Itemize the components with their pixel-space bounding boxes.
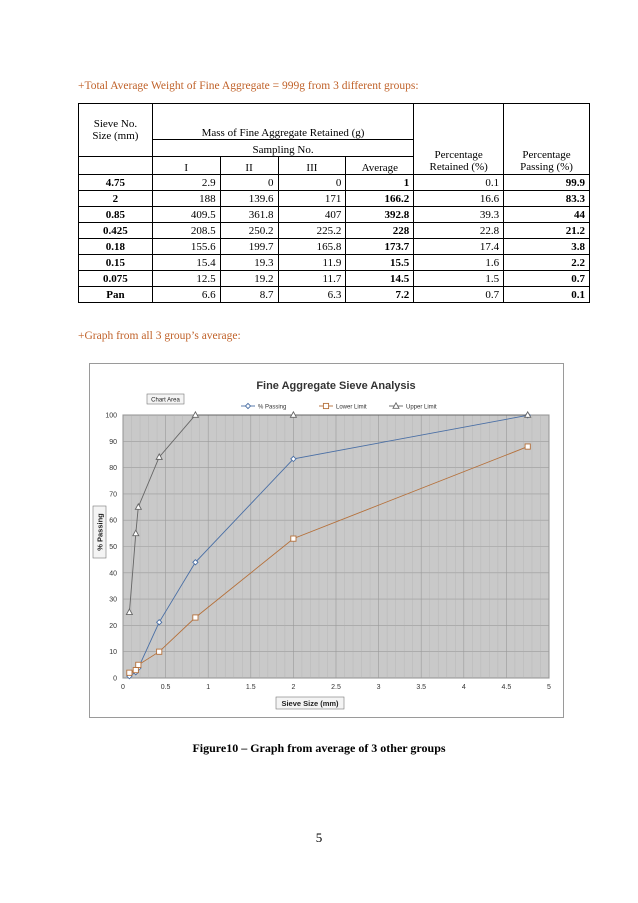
table-cell: 83.3 <box>504 191 590 207</box>
table-cell: 171 <box>278 191 346 207</box>
y-tick-label: 0 <box>113 675 117 683</box>
table-cell: 2.9 <box>152 175 220 191</box>
table-row <box>79 239 590 255</box>
sieve-size-cell: Pan <box>79 287 153 303</box>
table-cell: 17.4 <box>414 239 504 255</box>
table-cell: 19.2 <box>220 271 278 287</box>
table-cell: 1.5 <box>414 271 504 287</box>
table-cell: 407 <box>278 207 346 223</box>
heading-graph: +Graph from all 3 group’s average: <box>78 330 241 342</box>
header-percentage-passing: Percentage Passing (%) <box>504 104 590 175</box>
table-cell: 165.8 <box>278 239 346 255</box>
header-mass-retained: Mass of Fine Aggregate Retained (g) <box>152 104 413 140</box>
table-cell: 22.8 <box>414 223 504 239</box>
x-tick-label: 0 <box>121 684 125 691</box>
y-tick-label: 60 <box>109 517 117 525</box>
y-tick-label: 20 <box>109 622 117 630</box>
x-tick-label: 1 <box>206 684 211 691</box>
header-sample-2: II <box>220 157 278 175</box>
x-tick-label: 1.5 <box>245 684 256 691</box>
table-cell: 0.7 <box>504 271 590 287</box>
y-tick-label: 10 <box>109 649 117 657</box>
table-cell: 15.5 <box>346 255 414 271</box>
table-cell: 409.5 <box>152 207 220 223</box>
header-sampling-no: Sampling No. <box>152 140 413 157</box>
table-cell: 0 <box>278 175 346 191</box>
table-cell: 11.7 <box>278 271 346 287</box>
table-cell: 1 <box>346 175 414 191</box>
page-number: 5 <box>315 830 323 845</box>
data-point-lower-limit <box>291 536 296 541</box>
table-cell: 21.2 <box>504 223 590 239</box>
table-cell: 8.7 <box>220 287 278 303</box>
sieve-size-cell: 0.18 <box>79 239 153 255</box>
sieve-analysis-chart <box>89 363 564 718</box>
data-point-lower-limit <box>127 670 132 675</box>
sieve-size-cell: 0.15 <box>79 255 153 271</box>
data-point-lower-limit <box>157 649 162 654</box>
table-cell: 7.2 <box>346 287 414 303</box>
table-cell: 0 <box>220 175 278 191</box>
data-point-lower-limit <box>133 668 138 673</box>
table-cell: 16.6 <box>414 191 504 207</box>
x-tick-label: 2.5 <box>331 684 341 691</box>
data-point-lower-limit <box>136 662 141 667</box>
sieve-size-cell: 4.75 <box>79 175 153 191</box>
table-cell: 0.7 <box>414 287 504 303</box>
y-tick-label: 50 <box>109 544 117 551</box>
x-tick-label: 4.5 <box>501 684 512 691</box>
header-sieve-size: Sieve No. Size (mm) <box>79 104 153 157</box>
table-cell: 1.6 <box>414 255 504 271</box>
table-row <box>79 271 590 287</box>
table-cell: 250.2 <box>220 223 278 239</box>
y-tick-label: 40 <box>109 570 117 578</box>
y-tick-label: 100 <box>105 412 117 420</box>
y-tick-label: 80 <box>109 465 117 473</box>
table-row <box>79 191 590 207</box>
y-tick-label: 30 <box>109 596 117 604</box>
table-cell: 19.3 <box>220 255 278 271</box>
table-cell: 139.6 <box>220 191 278 207</box>
table-cell: 155.6 <box>152 239 220 255</box>
table-cell: 15.4 <box>152 255 220 271</box>
header-percentage-retained: Percentage Retained (%) <box>414 104 504 175</box>
table-cell: 228 <box>346 223 414 239</box>
chart-title: Fine Aggregate Sieve Analysis <box>256 380 416 392</box>
figure-caption: Figure10 – Graph from average of 3 other groups <box>192 741 446 755</box>
legend-marker <box>323 403 328 408</box>
x-tick-label: 3.5 <box>416 684 427 691</box>
chart-area-label: Chart Area <box>151 397 180 404</box>
table-row <box>79 207 590 223</box>
table-cell: 0.1 <box>504 287 590 303</box>
table-cell: 6.6 <box>152 287 220 303</box>
data-point-lower-limit <box>193 615 198 620</box>
x-tick-label: 2 <box>291 684 296 691</box>
table-cell: 3.8 <box>504 239 590 255</box>
table-cell: 11.9 <box>278 255 346 271</box>
sieve-size-cell: 2 <box>79 191 153 207</box>
chart-svg <box>89 363 564 718</box>
table-cell: 2.2 <box>504 255 590 271</box>
table-cell: 14.5 <box>346 271 414 287</box>
table-cell: 188 <box>152 191 220 207</box>
y-axis-title: % Passing <box>95 513 105 551</box>
legend-label: Upper Limit <box>406 404 437 411</box>
table-cell: 199.7 <box>220 239 278 255</box>
sieve-size-cell: 0.85 <box>79 207 153 223</box>
x-axis-title: Sieve Size (mm) <box>281 699 339 708</box>
x-tick-label: 3 <box>376 684 381 691</box>
sieve-table <box>78 103 590 303</box>
table-cell: 0.1 <box>414 175 504 191</box>
legend-label: Lower Limit <box>336 404 367 411</box>
table-cell: 166.2 <box>346 191 414 207</box>
table-row <box>79 223 590 239</box>
table-cell: 173.7 <box>346 239 414 255</box>
table-cell: 44 <box>504 207 590 223</box>
header-average: Average <box>346 157 414 175</box>
header-blank <box>79 157 153 175</box>
legend-label: % Passing <box>258 404 287 411</box>
table-cell: 39.3 <box>414 207 504 223</box>
header-sample-1: I <box>152 157 220 175</box>
table-row <box>79 175 590 191</box>
table-cell: 12.5 <box>152 271 220 287</box>
heading-total-weight: +Total Average Weight of Fine Aggregate = 999g from 3 different groups: <box>78 80 419 92</box>
sieve-size-cell: 0.075 <box>79 271 153 287</box>
table-row <box>79 287 590 303</box>
x-tick-label: 5 <box>547 684 551 691</box>
table-cell: 99.9 <box>504 175 590 191</box>
table-cell: 392.8 <box>346 207 414 223</box>
sieve-size-cell: 0.425 <box>79 223 153 239</box>
data-point-lower-limit <box>525 444 530 449</box>
table-cell: 6.3 <box>278 287 346 303</box>
header-sample-3: III <box>278 157 346 175</box>
table-cell: 361.8 <box>220 207 278 223</box>
sieve-table-body <box>79 175 590 303</box>
x-tick-label: 4 <box>461 684 466 691</box>
y-tick-label: 70 <box>109 491 117 499</box>
y-tick-label: 90 <box>109 438 117 446</box>
x-tick-label: 0.5 <box>160 684 171 691</box>
table-row <box>79 255 590 271</box>
table-cell: 225.2 <box>278 223 346 239</box>
table-cell: 208.5 <box>152 223 220 239</box>
